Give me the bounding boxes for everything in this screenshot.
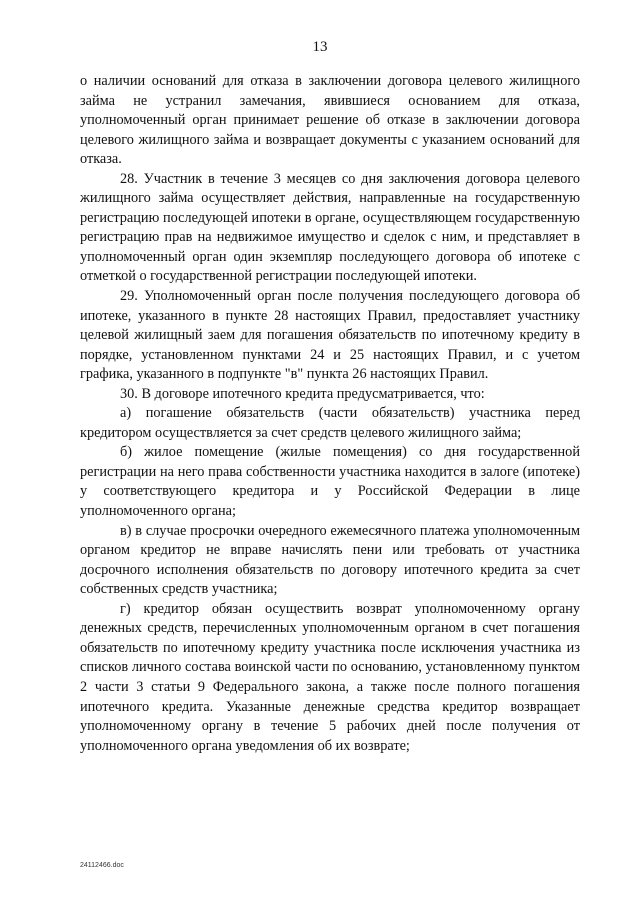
paragraph-subitem-v: в) в случае просрочки очередного ежемесячного платежа уполномоченным органом кредитор не вправе начислять пени или требовать от участника досрочного исполнения обязательств по договору ипотечного кредита за счет собственных средств участника; [80,522,580,598]
document-body [80,72,580,756]
paragraph-continuation: о наличии оснований для отказа в заключении договора целевого жилищного займа не устранил замечания, явившиеся основанием для отказа, уполномоченный орган принимает решение об отказе в заключении договора целевого жилищного займа и возвращает документы с указанием оснований для отказа. [80,73,580,168]
paragraph-item-29: 29. Уполномоченный орган после получения последующего договора об ипотеке, указанного в пункте 28 настоящих Правил, предоставляет участнику целевой жилищный заем для погашения обязательств по ипотечному кредиту в порядке, установленном пунктами 24 и 25 настоящих Правил, и с учетом графика, указанного в подпункте "в" пункта 26 настоящих Правил. [80,288,580,383]
paragraph-subitem-a: а) погашение обязательств (части обязательств) участника перед кредитором осуществляется за счет средств целевого жилищного займа; [80,405,580,441]
document-file-code: 24112466.doc [80,862,124,869]
paragraph-subitem-b: б) жилое помещение (жилые помещения) со дня государственной регистрации на него права собственности участника находится в залоге (ипотеке) у соответствующего кредитора и у Российской Федерации в лице уполномоченного органа; [80,444,580,520]
page-number: 13 [312,39,328,55]
paragraph-item-28: 28. Участник в течение 3 месяцев со дня заключения договора целевого жилищного займа осуществляет действия, направленные на государственную регистрацию последующей ипотеки в органе, осуществляющем государственную регистрацию прав на недвижимое имущество и сделок с ним, и представляет в уполномоченный орган один экземпляр последующего договора об ипотеке с отметкой о государственной регистрации последующей ипотеки. [80,170,580,285]
paragraph-item-30: 30. В договоре ипотечного кредита предусматривается, что: [120,385,485,402]
paragraph-subitem-g: г) кредитор обязан осуществить возврат уполномоченному органу денежных средств, перечисленных уполномоченным органом в счет погашения обязательств по ипотечному кредиту участника после исключения участника из списков личного состава воинской части по основанию, установленному пунктом 2 части 3 статьи 9 Федерального закона, а также после полного погашения ипотечного кредита. Указанные денежные средства кредитор возвращает уполномоченному органу в течение 5 рабочих дней после получения от уполномоченного органа уведомления об их возврате; [80,600,580,754]
